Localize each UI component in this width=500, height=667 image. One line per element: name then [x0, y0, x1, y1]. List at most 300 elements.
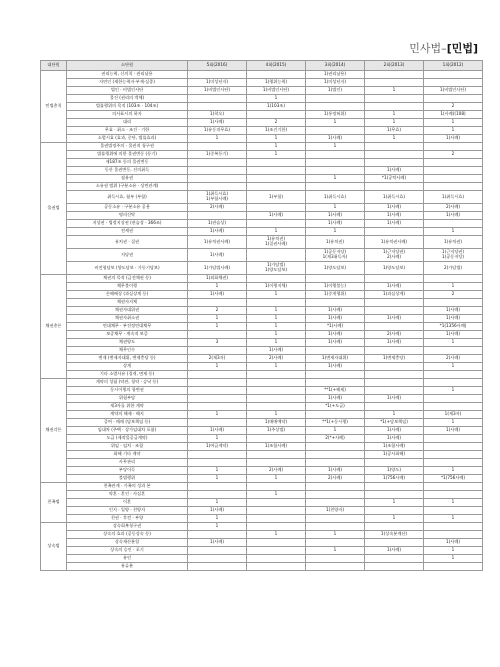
count-cell — [306, 491, 365, 499]
count-cell: *1(사례) — [306, 323, 365, 331]
count-cell — [365, 275, 424, 283]
count-cell: 2 — [424, 291, 483, 299]
count-cell: 1(착오) — [188, 111, 247, 119]
count-cell — [365, 347, 424, 355]
column-header: 2회(2013) — [365, 61, 424, 71]
table-row — [41, 491, 483, 499]
count-cell: 1 — [247, 291, 306, 299]
topic-cell: 이혼 — [67, 499, 188, 507]
table-row — [41, 531, 483, 539]
count-cell: 1(사례) — [365, 427, 424, 435]
count-cell — [188, 387, 247, 395]
topic-cell: 상속의 효과 (공동상속 등) — [67, 531, 188, 539]
count-cell — [424, 395, 483, 403]
count-cell: 1 — [188, 467, 247, 475]
count-cell — [306, 515, 365, 523]
topic-cell: 소멸시효 (효과, 중단, 법률효과) — [67, 135, 188, 143]
count-cell: 1 — [424, 119, 483, 127]
count-cell: 1(과실상계) — [365, 291, 424, 299]
table-row — [41, 475, 483, 483]
count-cell: 1(양도담보) — [365, 262, 424, 275]
count-cell: 1(무효) — [365, 127, 424, 135]
count-cell: 1(부합) — [247, 191, 306, 204]
topic-cell: 권리능력, 신의칙 · 권리남용 — [67, 71, 188, 79]
count-cell — [247, 387, 306, 395]
table-row — [41, 363, 483, 371]
count-cell — [306, 127, 365, 135]
count-cell — [424, 159, 483, 167]
count-cell: 2(*+사례) — [306, 435, 365, 443]
count-cell: 1(사례) — [365, 547, 424, 555]
topic-cell: 손해배상 (과실상계 등) — [67, 291, 188, 299]
topic-cell: 의사표시의 하자 — [67, 111, 188, 119]
count-cell: 1(사례) — [188, 507, 247, 515]
topic-cell: 불법행위 — [67, 475, 188, 483]
count-cell: 1(사례) — [424, 135, 483, 143]
count-cell — [424, 220, 483, 228]
count-cell: 1(사례) — [365, 204, 424, 212]
count-cell: 1(가담법사례) — [188, 262, 247, 275]
count-cell — [188, 395, 247, 403]
count-cell — [306, 275, 365, 283]
count-cell: 1(사례) — [188, 249, 247, 262]
table-header-row — [41, 61, 483, 71]
column-header: 4회(2015) — [247, 61, 306, 71]
topic-cell: 채권자대위권 — [67, 307, 188, 315]
count-cell — [188, 331, 247, 339]
count-cell: 1 — [424, 339, 483, 347]
count-cell: 1 — [424, 127, 483, 135]
count-cell: 1(사례) — [365, 167, 424, 175]
count-cell: 1(양도담보) — [306, 262, 365, 275]
count-cell: 1(103조) — [247, 103, 306, 111]
count-cell: 1(변제자대위) — [306, 355, 365, 363]
group-cell: 채권각론 — [41, 379, 67, 483]
count-cell: 1 — [424, 283, 483, 291]
count-cell: 1 — [247, 143, 306, 151]
topic-cell: 약혼 · 혼인 · 사실혼 — [67, 491, 188, 499]
topic-cell: 채권양도 — [67, 339, 188, 347]
topic-cell: 채권자지체 — [67, 299, 188, 307]
count-cell: 1(사례) — [188, 427, 247, 435]
count-cell: 2(사례) — [247, 355, 306, 363]
count-cell — [365, 371, 424, 379]
count-cell — [247, 167, 306, 175]
count-cell: 1 — [247, 135, 306, 143]
count-cell — [365, 228, 424, 236]
topic-cell: 유언 — [67, 555, 188, 563]
table-row — [41, 395, 483, 403]
count-cell — [424, 483, 483, 491]
topic-cell: 상속회복청구권 — [67, 523, 188, 531]
count-cell: 1(비법인사단) — [247, 87, 306, 95]
topic-cell: 제187조 등의 물권변동 — [67, 159, 188, 167]
count-cell: *1(공탁사례) — [365, 175, 424, 183]
count-cell: 1 — [247, 411, 306, 419]
count-cell — [365, 363, 424, 371]
count-cell: 1(사례) — [188, 119, 247, 127]
topic-cell: 유치권 · 질권 — [67, 236, 188, 249]
count-cell — [306, 411, 365, 419]
count-cell — [306, 95, 365, 103]
count-cell: 1(사례)(108) — [424, 111, 483, 119]
count-cell: 1(사례) — [365, 315, 424, 323]
count-cell: 1 — [365, 515, 424, 523]
topic-cell: 화해 기타 계약 — [67, 451, 188, 459]
count-cell: 1(조합사례) — [365, 443, 424, 451]
count-cell: 1 — [424, 555, 483, 563]
topic-cell: 비전형담보 (양도담보 · 가등기담보) — [67, 262, 188, 275]
topic-cell: 동산 물권변동, 선의취득 — [67, 167, 188, 175]
count-cell: 1(유치권) — [424, 236, 483, 249]
table-row — [41, 283, 483, 291]
table-row — [41, 387, 483, 395]
count-cell — [424, 275, 483, 283]
count-cell: 1(중복등기) — [188, 151, 247, 159]
table-row — [41, 427, 483, 435]
count-cell: 1 — [188, 135, 247, 143]
count-cell: *1(+도급) — [306, 403, 365, 411]
count-cell: 1(여급계약) — [188, 443, 247, 451]
count-cell: 1(사례) — [365, 435, 424, 443]
count-cell — [306, 371, 365, 379]
table-row — [41, 507, 483, 515]
count-cell: 1 — [306, 119, 365, 127]
count-cell: 1 — [188, 411, 247, 419]
count-cell — [365, 183, 424, 191]
count-cell: 1(사례) — [188, 291, 247, 299]
count-cell: 1 — [247, 315, 306, 323]
table-row — [41, 103, 483, 111]
count-cell — [247, 451, 306, 459]
topic-cell: 무효 · 취소 · 조건 · 기한 — [67, 127, 188, 135]
count-cell: 1 — [247, 363, 306, 371]
table-row — [41, 411, 483, 419]
table-row — [41, 191, 483, 204]
column-header: 5회(2016) — [188, 61, 247, 71]
table-row — [41, 220, 483, 228]
table-row — [41, 467, 483, 475]
count-cell — [188, 379, 247, 387]
count-cell: 1(주상법) — [247, 427, 306, 435]
count-cell: 1(매매예약) — [247, 419, 306, 427]
count-cell — [247, 555, 306, 563]
count-cell: 1 — [188, 315, 247, 323]
count-cell — [365, 387, 424, 395]
count-cell — [247, 523, 306, 531]
count-cell: 1(유동적무효) — [188, 127, 247, 135]
count-cell — [188, 143, 247, 151]
topic-cell: 위임 · 임치 · 조합 — [67, 443, 188, 451]
count-cell: 1(친양자) — [306, 507, 365, 515]
count-cell: 1 — [188, 523, 247, 531]
count-cell: 1(유치권사례) — [365, 236, 424, 249]
topic-cell: 법률행위에 의한 물권변동 (등기) — [67, 151, 188, 159]
count-cell — [188, 531, 247, 539]
count-cell: 2(사례) — [424, 355, 483, 363]
count-cell: 1(조합사례) — [247, 443, 306, 451]
table-row — [41, 183, 483, 191]
count-cell: **1(+동시행) — [306, 419, 365, 427]
table-row — [41, 443, 483, 451]
count-cell — [365, 103, 424, 111]
count-cell: *1(756사례) — [424, 475, 483, 483]
topic-cell: 부당이득 — [67, 467, 188, 475]
count-cell — [247, 159, 306, 167]
count-cell — [188, 483, 247, 491]
table-row — [41, 275, 483, 283]
count-cell: 1(근저당권) 2(사례) — [365, 249, 424, 262]
table-row — [41, 347, 483, 355]
table-row — [41, 159, 483, 167]
count-cell — [247, 175, 306, 183]
count-cell — [188, 403, 247, 411]
topic-cell: 전세권 — [67, 228, 188, 236]
topic-cell: 물권법정주의 · 물권적 청구권 — [67, 143, 188, 151]
count-cell — [424, 167, 483, 175]
count-cell — [424, 183, 483, 191]
topic-cell: 채무인수 — [67, 347, 188, 355]
group-cell: 친족법 — [41, 483, 67, 523]
count-cell: 1(비법인사단) — [188, 87, 247, 95]
count-cell: 1(상속분계산) — [365, 531, 424, 539]
topic-cell: 법률행위의 목적 (103조 · 104조) — [67, 103, 188, 111]
column-header: 대단원 — [41, 61, 67, 71]
count-cell — [188, 183, 247, 191]
table-row — [41, 167, 483, 175]
column-header: 3회(2014) — [306, 61, 365, 71]
table-row — [41, 212, 483, 220]
count-cell — [306, 563, 365, 571]
table-row — [41, 175, 483, 183]
count-cell: 1(사례) — [365, 395, 424, 403]
table-row — [41, 419, 483, 427]
table-row — [41, 151, 483, 159]
count-cell — [306, 379, 365, 387]
count-cell: 2 — [424, 103, 483, 111]
count-cell: 1 — [247, 531, 306, 539]
count-cell: 1(사례) — [424, 307, 483, 315]
table-row — [41, 95, 483, 103]
count-cell — [188, 159, 247, 167]
count-cell — [365, 159, 424, 167]
count-cell — [247, 299, 306, 307]
table-row — [41, 299, 483, 307]
count-cell: 1 — [424, 228, 483, 236]
topic-cell: 상계 — [67, 363, 188, 371]
count-cell — [306, 539, 365, 547]
count-cell: 2 — [247, 119, 306, 127]
count-cell — [424, 379, 483, 387]
count-cell: 1(사례) — [424, 315, 483, 323]
topic-cell: 대리 — [67, 119, 188, 127]
count-cell — [365, 563, 424, 571]
count-cell — [247, 507, 306, 515]
count-cell: 1(사례) — [424, 331, 483, 339]
count-cell: 1 — [188, 515, 247, 523]
count-cell — [247, 515, 306, 523]
count-cell: 1(사례) — [188, 228, 247, 236]
page-header — [409, 40, 478, 56]
table-row — [41, 435, 483, 443]
count-cell: 1 — [306, 175, 365, 183]
table-row — [41, 71, 483, 79]
count-cell: 1(사례) — [247, 212, 306, 220]
topic-cell: 임대차 (주택 · 상가임대차 포함) — [67, 427, 188, 435]
count-cell: 1(공사화해) — [365, 451, 424, 459]
header-prefix: 민사법– — [409, 42, 447, 55]
count-cell: 1 — [424, 419, 483, 427]
count-cell: 2(사례) — [188, 204, 247, 212]
topic-cell: 자연인 (제한능력자·부재·실종) — [67, 79, 188, 87]
count-cell: 1 — [424, 387, 483, 395]
count-cell: 2(사례) — [424, 204, 483, 212]
count-cell — [424, 523, 483, 531]
count-cell: 1 — [188, 323, 247, 331]
count-cell — [424, 79, 483, 87]
group-cell: 물권법 — [41, 143, 67, 275]
topic-cell: 소유권 범위 (구분소유 · 상린관계) — [67, 183, 188, 191]
count-cell: 1(외화채권) — [188, 275, 247, 283]
count-cell: 1(근저당권) 1(공동저당) — [424, 249, 483, 262]
count-cell — [424, 507, 483, 515]
count-cell: 1 — [306, 204, 365, 212]
group-cell: 상속법 — [41, 523, 67, 571]
count-cell: 1 — [306, 547, 365, 555]
count-cell — [424, 563, 483, 571]
count-cell — [365, 403, 424, 411]
count-cell — [306, 523, 365, 531]
exam-topic-table — [40, 60, 483, 571]
count-cell — [424, 299, 483, 307]
table-row — [41, 499, 483, 507]
count-cell — [306, 451, 365, 459]
topic-cell: 채무불이행 — [67, 283, 188, 291]
count-cell — [306, 183, 365, 191]
count-cell — [188, 347, 247, 355]
count-cell: 1(미성년자) — [306, 79, 365, 87]
count-cell — [188, 103, 247, 111]
table-row — [41, 307, 483, 315]
count-cell — [188, 212, 247, 220]
count-cell — [424, 403, 483, 411]
topic-cell: 상속재산분할 — [67, 539, 188, 547]
count-cell: 1(중개행위) — [306, 291, 365, 299]
count-cell: 1(관습상) — [188, 220, 247, 228]
count-cell — [365, 95, 424, 103]
count-cell: 1(사례) — [365, 220, 424, 228]
table-row — [41, 563, 483, 571]
count-cell — [424, 451, 483, 459]
count-cell: 1(미성년자) — [188, 79, 247, 87]
count-cell: 1 — [247, 339, 306, 347]
count-cell: 1 — [306, 531, 365, 539]
table-row — [41, 379, 483, 387]
count-cell: 1 — [306, 427, 365, 435]
count-cell: 1(취득시효) — [424, 191, 483, 204]
topic-cell: 인지 · 입양 · 친양자 — [67, 507, 188, 515]
count-cell: 1(제3자) — [424, 411, 483, 419]
count-cell: 1(사례) — [306, 331, 365, 339]
count-cell: 1(취득시효) — [365, 191, 424, 204]
table-row — [41, 339, 483, 347]
count-cell — [188, 299, 247, 307]
count-cell: 1 — [365, 119, 424, 127]
count-cell: 2 — [424, 151, 483, 159]
count-cell — [306, 103, 365, 111]
count-cell — [365, 555, 424, 563]
count-cell — [247, 435, 306, 443]
count-cell — [188, 491, 247, 499]
count-cell — [365, 491, 424, 499]
count-cell — [365, 151, 424, 159]
topic-cell: 보증채무 · 계속적 보증 — [67, 331, 188, 339]
count-cell — [306, 299, 365, 307]
count-cell: 1 — [188, 363, 247, 371]
topic-cell: 계약의 해제 · 해지 — [67, 411, 188, 419]
topic-cell: 증여 · 매매 (담보책임 등) — [67, 419, 188, 427]
table-row — [41, 515, 483, 523]
count-cell: 1(이행불능) — [306, 283, 365, 291]
count-cell: 2(사례) — [306, 475, 365, 483]
count-cell: 1 — [188, 283, 247, 291]
topic-cell: 연대채무 · 부진정연대채무 — [67, 323, 188, 331]
count-cell — [247, 403, 306, 411]
count-cell — [188, 459, 247, 467]
count-cell: 1(유치권) 1(질권사례) — [247, 236, 306, 249]
table-row — [41, 403, 483, 411]
topic-cell: 취득시효, 첨부 (부합) — [67, 191, 188, 204]
count-cell: 1(법인) — [306, 87, 365, 95]
count-cell — [247, 395, 306, 403]
count-cell — [365, 459, 424, 467]
table-row — [41, 355, 483, 363]
table-row — [41, 236, 483, 249]
count-cell — [188, 95, 247, 103]
table-row — [41, 323, 483, 331]
count-cell: 1 — [247, 331, 306, 339]
table-row — [41, 371, 483, 379]
table-row — [41, 87, 483, 95]
count-cell: 1(756사례) — [365, 475, 424, 483]
count-cell: 1(사례) — [247, 347, 306, 355]
count-cell: 1(사례) — [306, 395, 365, 403]
topic-cell: 친권 · 후견 · 부양 — [67, 515, 188, 523]
count-cell — [365, 523, 424, 531]
table-row — [41, 291, 483, 299]
table-row — [41, 111, 483, 119]
count-cell — [424, 491, 483, 499]
count-cell: 2(사례) — [365, 331, 424, 339]
count-cell — [424, 459, 483, 467]
count-cell: 1 — [424, 363, 483, 371]
count-cell — [306, 483, 365, 491]
count-cell: 1 — [188, 499, 247, 507]
count-cell — [306, 151, 365, 159]
topic-cell: 변제 (변제자대위, 변제충당 등) — [67, 355, 188, 363]
count-cell: 1 — [365, 111, 424, 119]
count-cell: 2(제3자) — [188, 355, 247, 363]
count-cell — [306, 347, 365, 355]
count-cell: 1 — [365, 135, 424, 143]
count-cell: 1(비법인사단) — [424, 87, 483, 95]
table-row — [41, 555, 483, 563]
topic-cell: 공동소유 · 구분소유 공용 — [67, 204, 188, 212]
count-cell — [424, 347, 483, 355]
count-cell: 1 — [306, 228, 365, 236]
count-cell: 1(조건기한) — [247, 127, 306, 135]
count-cell: 1 — [188, 435, 247, 443]
